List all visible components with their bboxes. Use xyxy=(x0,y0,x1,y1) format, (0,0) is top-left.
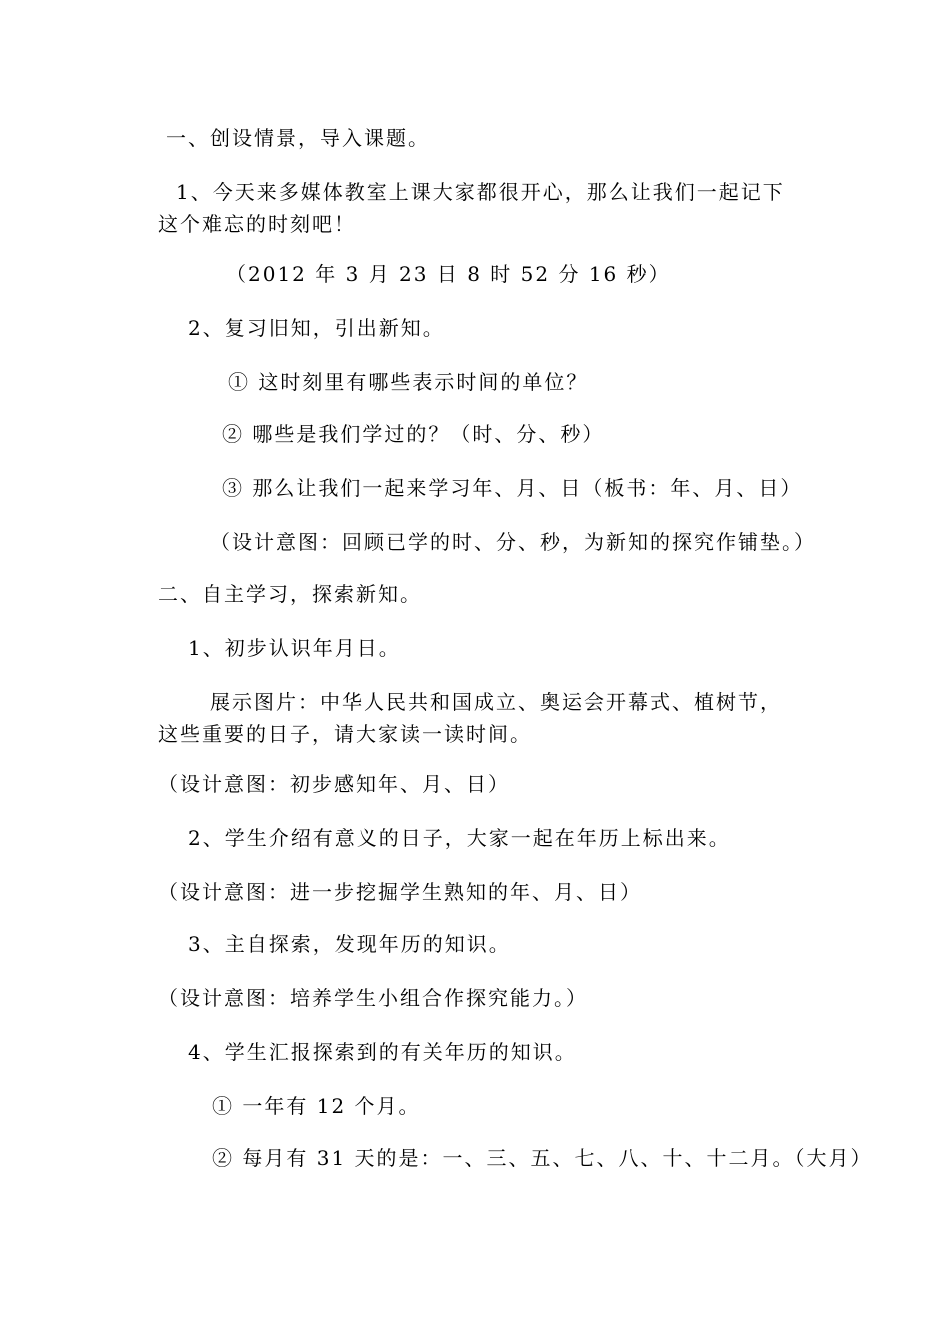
question-2: ② 哪些是我们学过的？（时、分、秒） xyxy=(222,422,605,446)
timestamp-line: （2012 年 3 月 23 日 8 时 52 分 16 秒） xyxy=(226,262,671,286)
fact-1: ① 一年有 12 个月。 xyxy=(212,1094,421,1118)
paragraph-3: 1、初步认识年月日。 xyxy=(188,636,401,660)
paragraph-6: 3、主自探索，发现年历的知识。 xyxy=(188,932,511,956)
design-note-4: （设计意图：培养学生小组合作探究能力。） xyxy=(158,986,588,1010)
paragraph-4: 展示图片：中华人民共和国成立、奥运会开幕式、植树节，这些重要的日子，请大家读一读时间。 xyxy=(158,690,782,746)
paragraph-5: 2、学生介绍有意义的日子，大家一起在年历上标出来。 xyxy=(188,826,731,850)
paragraph-7: 4、学生汇报探索到的有关年历的知识。 xyxy=(188,1040,577,1064)
design-note-1: （设计意图：回顾已学的时、分、秒，为新知的探究作铺垫。） xyxy=(210,530,816,554)
design-note-2: （设计意图：初步感知年、月、日） xyxy=(158,772,510,796)
design-note-3: （设计意图：进一步挖掘学生熟知的年、月、日） xyxy=(158,880,642,904)
paragraph-2: 2、复习旧知，引出新知。 xyxy=(188,316,445,340)
question-1: ① 这时刻里有哪些表示时间的单位？ xyxy=(228,370,589,394)
section-heading-2: 二、自主学习，探索新知。 xyxy=(158,582,422,606)
paragraph-1: 1、今天来多媒体教室上课大家都很开心，那么让我们一起记下这个难忘的时刻吧！ xyxy=(158,180,785,236)
section-heading-1: 一、创设情景，导入课题。 xyxy=(166,126,430,150)
fact-2: ② 每月有 31 天的是：一、三、五、七、八、十、十二月。（大月） xyxy=(212,1146,873,1170)
question-3: ③ 那么让我们一起来学习年、月、日（板书：年、月、日） xyxy=(222,476,803,500)
